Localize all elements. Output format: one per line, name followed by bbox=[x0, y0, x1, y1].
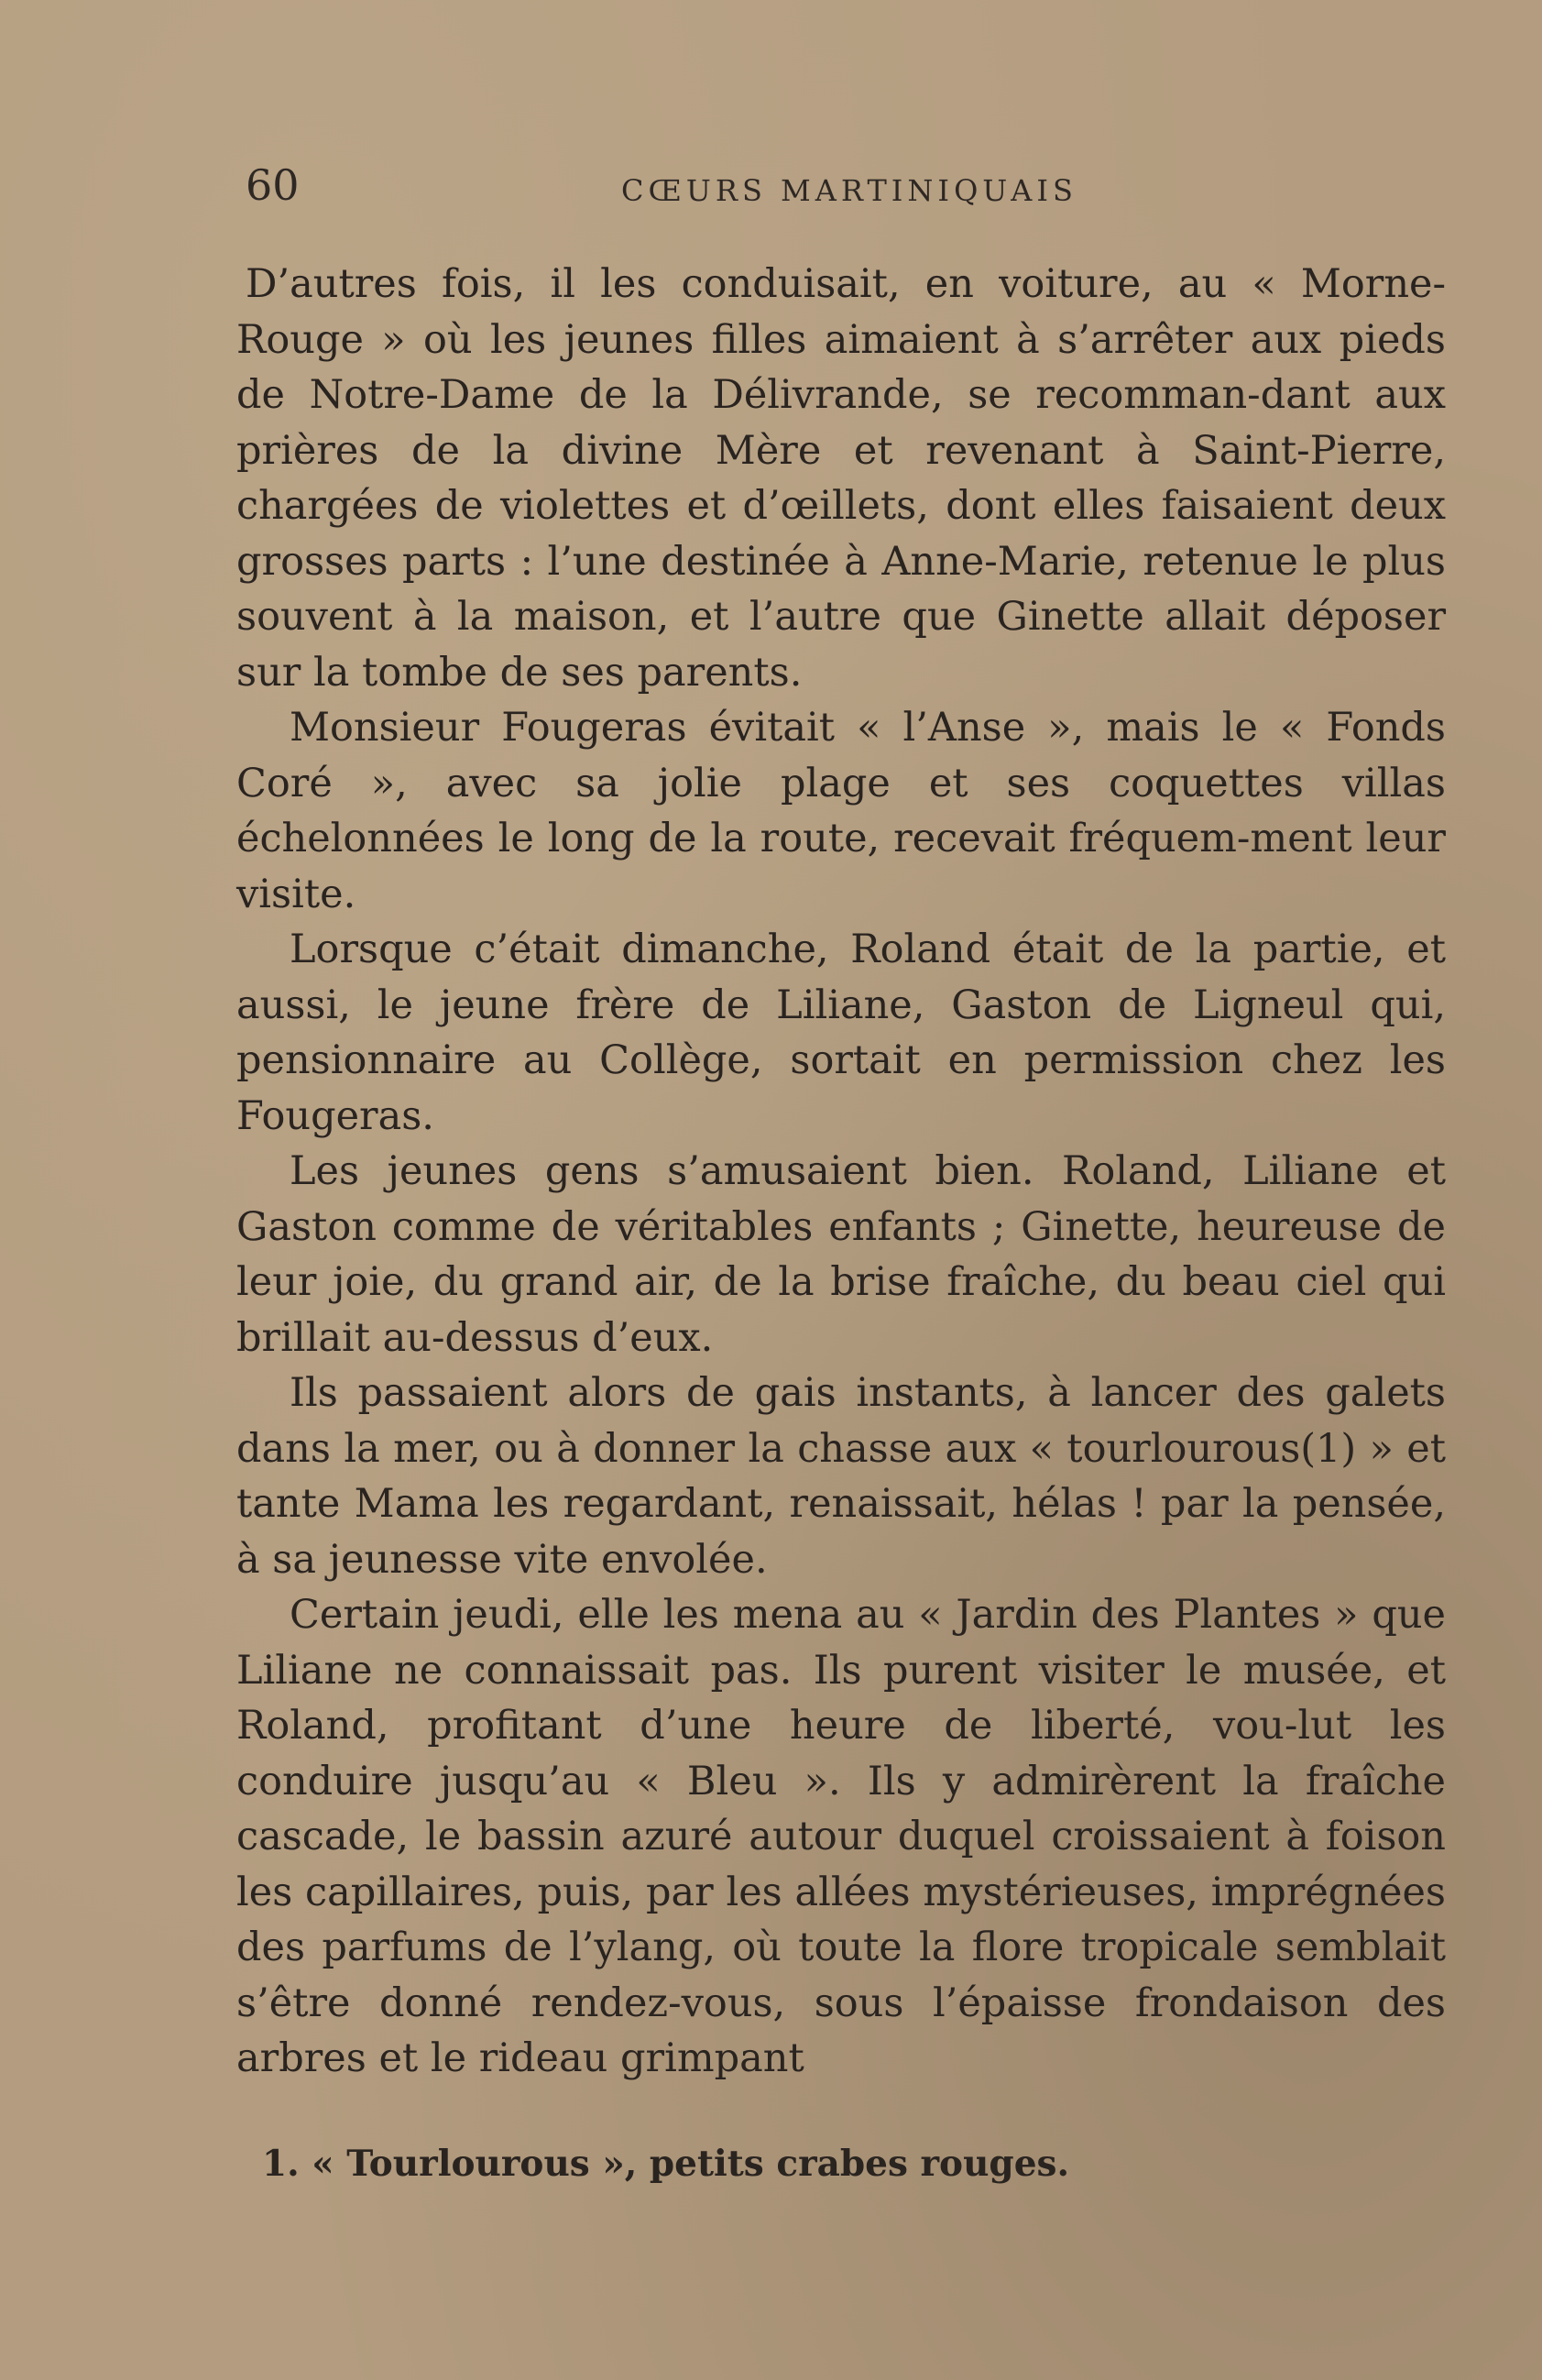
paragraph-3: Lorsque c’était dimanche, Roland était de la partie, et aussi, le jeune frère de Liliane, Gaston de Ligneul qui, pensionnaire au Collège, sortait en permission chez les Fougeras. bbox=[236, 927, 1446, 1139]
paragraph-2: Monsieur Fougeras évitait « l’Anse », mais le « Fonds Coré », avec sa jolie plage et ses coquettes villas échelonnées le long de la route, recevait fréquem-ment leur visite. bbox=[236, 705, 1446, 917]
body-text bbox=[236, 257, 1446, 2087]
footnote: 1. « Tourlourous », petits crabes rouges. bbox=[262, 2143, 1070, 2185]
paragraph-5: Ils passaient alors de gais instants, à lancer des galets dans la mer, ou à donner la chasse aux « tourlourous(1) » et tante Mama les regardant, renaissait, hélas ! par la pensée, à sa jeunesse vite envolée. bbox=[236, 1370, 1446, 1583]
page-number: 60 bbox=[246, 160, 300, 210]
paragraph-6: Certain jeudi, elle les mena au « Jardin des Plantes » que Liliane ne connaissait pas. Ils purent visiter le musée, et Roland, profitant d’une heure de liberté, vou-lut les conduire jusqu’au « Bleu ». Ils y admirèrent la fraîche cascade, le bassin azuré autour duquel croissaient à foison les capillaires, puis, par les allées mystérieuses, imprégnées des parfums de l’ylang, où toute la flore tropicale semblait s’être donné rendez-vous, sous l’épaisse frondaison des arbres et le rideau grimpant bbox=[236, 1592, 1446, 2081]
page-header bbox=[246, 160, 1437, 215]
paragraph-4: Les jeunes gens s’amusaient bien. Roland, Liliane et Gaston comme de véritables enfants ; Ginette, heureuse de leur joie, du grand air, de la brise fraîche, du beau ciel qui brillait au-dessus d’eux. bbox=[236, 1148, 1446, 1361]
running-title: CŒURS MARTINIQUAIS bbox=[621, 173, 1077, 208]
paragraph-1: D’autres fois, il les conduisait, en voiture, au « Morne-Rouge » où les jeunes filles aimaient à s’arrêter aux pieds de Notre-Dame de la Délivrande, se recomman-dant aux prières de la divine Mère et revenant à Saint-Pierre, chargées de violettes et d’œillets, dont elles faisaient deux grosses parts : l’une destinée à Anne-Marie, retenue le plus souvent à la maison, et l’autre que Ginette allait déposer sur la tombe de ses parents. bbox=[236, 261, 1446, 696]
